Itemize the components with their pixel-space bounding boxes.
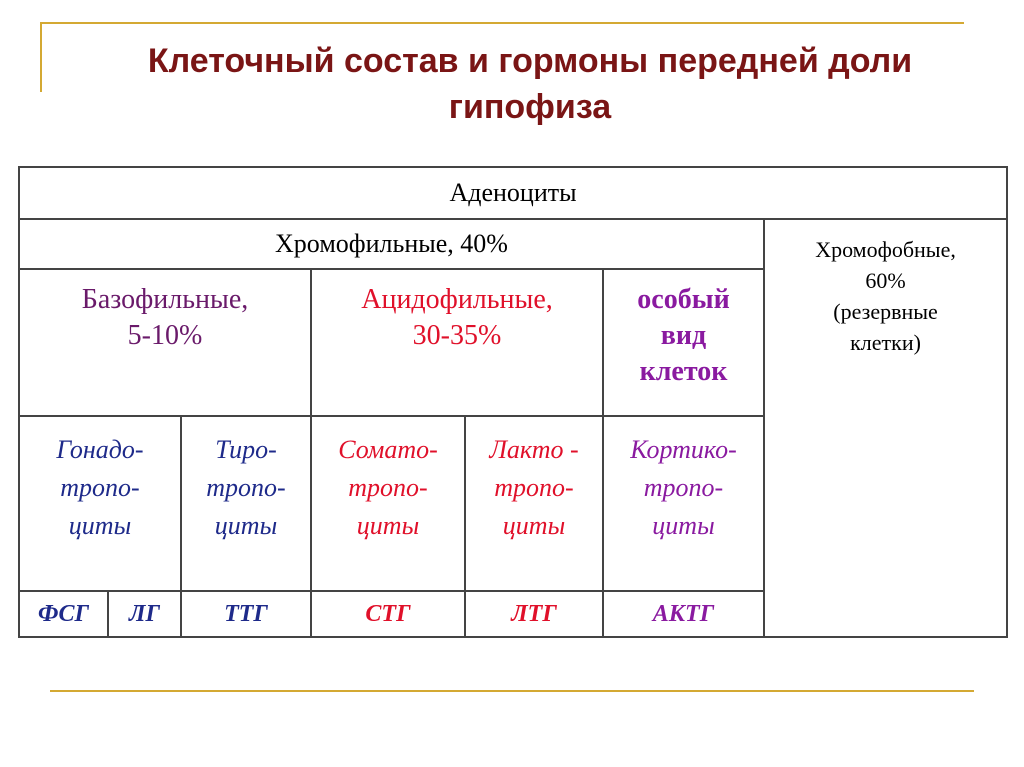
chromophilic-header: Хромофильные, 40% [19, 219, 764, 269]
somato-line-1: Сомато- [338, 435, 438, 464]
adenocytes-header: Аденоциты [19, 167, 1007, 219]
acidophilic-cell [311, 269, 603, 416]
decor-line-top [40, 22, 964, 24]
hormone-lg: ЛГ [108, 591, 181, 637]
corticotropocytes-cell [603, 416, 764, 591]
hormone-aktg: АКТГ [603, 591, 764, 637]
tiro-line-2: тропо- [206, 473, 286, 502]
gonado-line-1: Гонадо- [56, 435, 144, 464]
page-title [60, 38, 1000, 130]
basophilic-line-2: 5-10% [127, 320, 203, 351]
decor-line-left [40, 22, 42, 92]
lakto-line-1: Лакто - [489, 435, 579, 464]
lakto-line-2: тропо- [494, 473, 574, 502]
tiro-line-3: циты [214, 511, 278, 540]
special-line-2: вид [660, 320, 707, 351]
acidophilic-line-2: 30-35% [412, 320, 502, 351]
chromophobic-line-3: (резервные [833, 299, 938, 324]
gonado-line-2: тропо- [60, 473, 140, 502]
tiro-line-1: Тиро- [215, 435, 277, 464]
special-line-3: клеток [639, 356, 728, 387]
somatotropocytes-cell [311, 416, 465, 591]
decor-line-bottom [50, 690, 974, 692]
kortiko-line-3: циты [652, 511, 715, 540]
special-line-1: особый [637, 284, 730, 315]
chromophobic-cell [764, 219, 1007, 637]
hormone-ttg: ТТГ [181, 591, 311, 637]
lakto-line-3: циты [502, 511, 566, 540]
special-cell [603, 269, 764, 416]
gonadotropocytes-cell [19, 416, 181, 591]
acidophilic-line-1: Ацидофильные, [361, 284, 553, 315]
gonado-line-3: циты [68, 511, 132, 540]
hormone-stg: СТГ [311, 591, 465, 637]
basophilic-line-1: Базофильные, [81, 284, 249, 315]
somato-line-2: тропо- [348, 473, 428, 502]
lactotropocytes-cell [465, 416, 603, 591]
chromophobic-line-1: Хромофобные, [815, 237, 956, 262]
hormone-fsg: ФСГ [19, 591, 108, 637]
chromophobic-line-4: клетки) [850, 330, 921, 355]
basophilic-cell [19, 269, 311, 416]
kortiko-line-2: тропо- [643, 473, 724, 502]
thyrotropocytes-cell [181, 416, 311, 591]
somato-line-3: циты [356, 511, 420, 540]
kortiko-line-1: Кортико- [630, 435, 737, 464]
chromophobic-line-2: 60% [865, 268, 906, 293]
adenocyte-table [18, 166, 1008, 638]
hormone-ltg: ЛТГ [465, 591, 603, 637]
title-line-2: гипофиза [448, 88, 612, 126]
title-line-1: Клеточный состав и гормоны передней доли [147, 42, 913, 80]
